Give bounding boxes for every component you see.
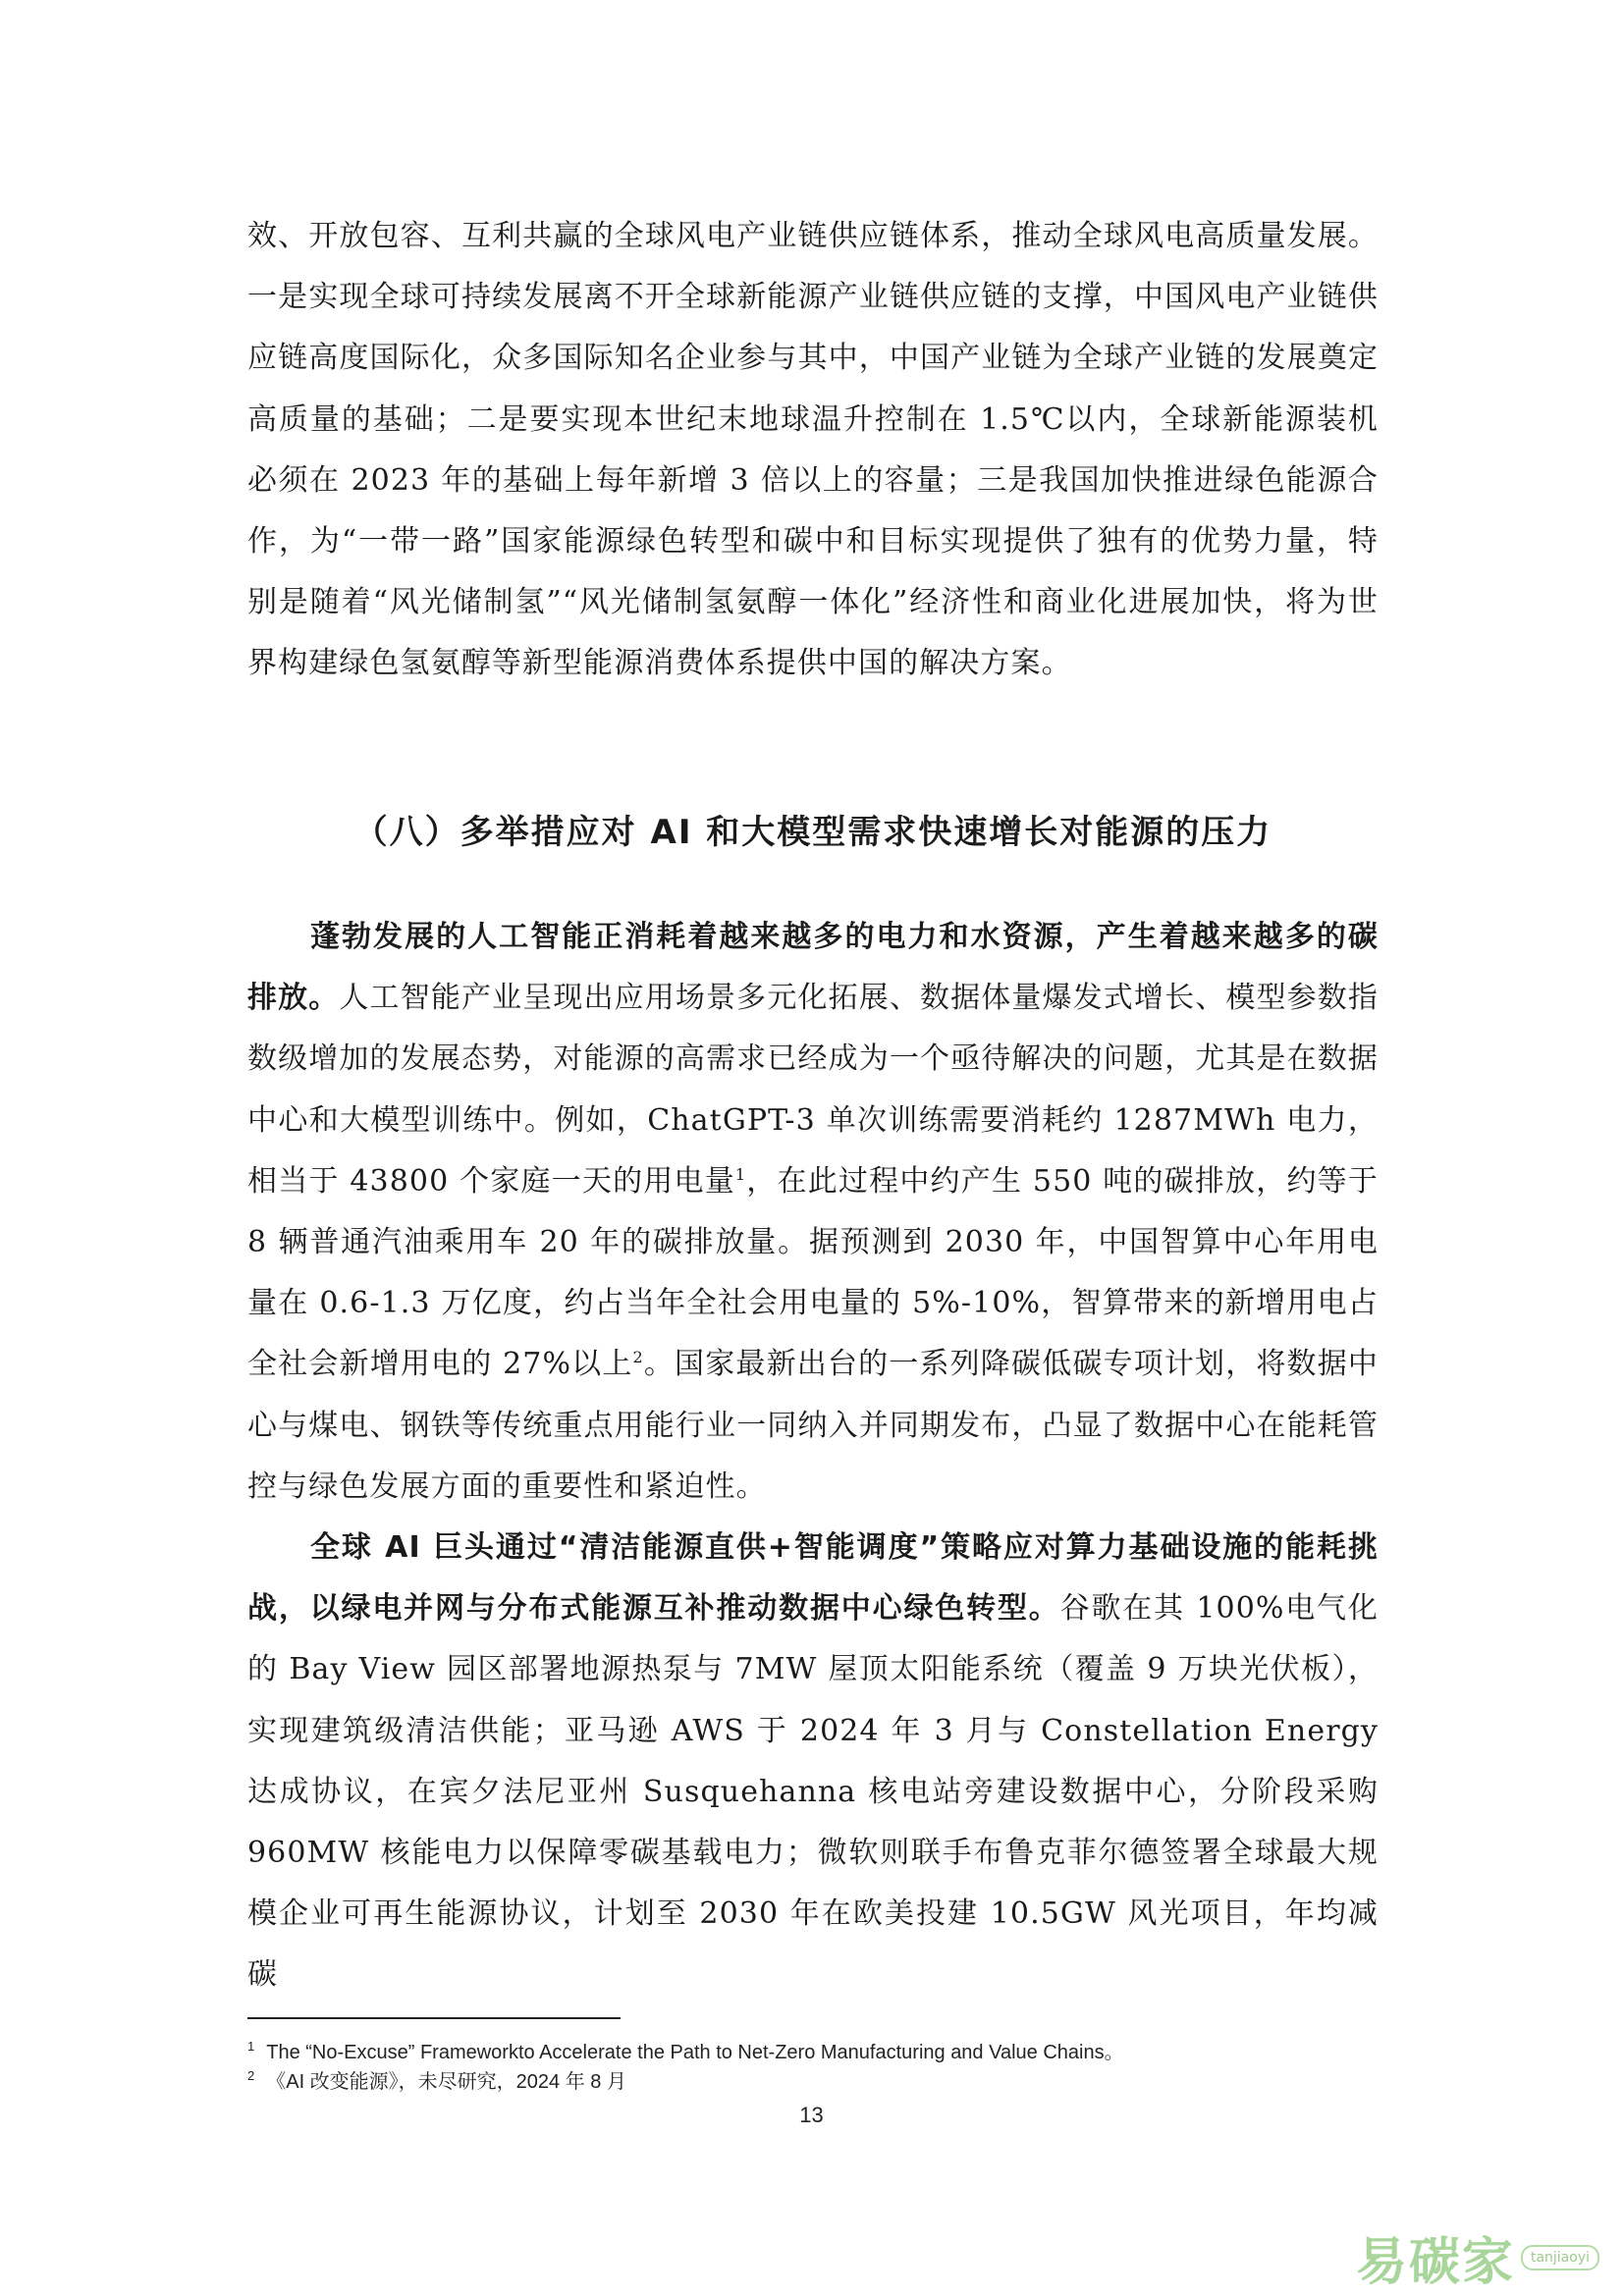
paragraph-3-text: 谷歌在其 100%电气化的 Bay View 园区部署地源热泵与 7MW 屋顶太阳能系统（覆盖 9 万块光伏板），实现建筑级清洁供能；亚马逊 AWS 于 2024 年 3 月与 Constellation Energy 达成协议，在宾夕法尼亚州 Susquehanna 核电站旁建设数据中心，分阶段采购 960MW 核能电力以保障零碳基载电力；微软则联手布鲁克菲尔德签署全球最大规模企业可再生能源协议，计划至 2030 年在欧美投建 10.5GW 风光项目，年均减碳	[247, 1591, 1379, 1993]
footnote-ref-2[interactable]: 2	[632, 1348, 644, 1367]
watermark-logo-text: 易碳家	[1355, 2233, 1515, 2292]
footnote-2	[247, 2067, 1377, 2097]
footnote-1	[247, 2038, 1377, 2067]
watermark-logo	[1356, 2220, 1599, 2294]
footnote-2-mark: 2	[247, 2068, 255, 2084]
paragraph-3-lead: 全球 AI 巨头通过“清洁能源直供+智能调度”策略应对算力基础设施的能耗挑战，以绿电并网与分布式能源互补推动数据中心绿色转型。	[247, 1530, 1379, 1627]
footnote-divider	[247, 2017, 621, 2019]
paragraph-2-text-b: ，在此过程中约产生 550 吨的碳排放，约等于 8 辆普通汽油乘用车 20 年的碳排放量。据预测到 2030 年，中国智算中心年用电量在 0.6-1.3 万亿度，约占当年全社会用电量的 5%-10%，智算带来的新增用电占全社会新增用电的 27%以上	[247, 1163, 1379, 1382]
paragraph-2-text-c: 。国家最新出台的一系列降碳低碳专项计划，将数据中心与煤电、钢铁等传统重点用能行业一同纳入并同期发布，凸显了数据中心在能耗管控与绿色发展方面的重要性和紧迫性。	[247, 1347, 1379, 1504]
page-number: 13	[799, 2103, 824, 2127]
footnotes	[247, 2038, 1377, 2097]
paragraph-2	[247, 907, 1379, 1518]
paragraph-continuation	[247, 206, 1379, 695]
watermark-logo-domain: tanjiaoyi	[1521, 2245, 1599, 2270]
footnote-ref-1[interactable]: 1	[734, 1164, 747, 1184]
paragraph-2-lead: 蓬勃发展的人工智能正消耗着越来越多的电力和水资源，产生着越来越多的碳排放。	[247, 920, 1379, 1016]
footnote-1-mark: 1	[247, 2039, 255, 2055]
footnote-2-text: 《AI 改变能源》，未尽研究，2024 年 8 月	[266, 2071, 626, 2093]
section-heading: （八）多举措应对 AI 和大模型需求快速增长对能源的压力	[353, 813, 1272, 852]
paragraph-2-text-a: 人工智能产业呈现出应用场景多元化拓展、数据体量爆发式增长、模型参数指数级增加的发展态势，对能源的高需求已经成为一个亟待解决的问题，尤其是在数据中心和大模型训练中。例如，ChatGPT-3 单次训练需要消耗约 1287MWh 电力，相当于 43800 个家庭一天的用电量	[247, 981, 1379, 1199]
section-body	[247, 907, 1379, 2006]
footnote-1-text: The “No-Excuse” Frameworkto Accelerate the Path to Net-Zero Manufacturing and Value Chains。	[266, 2042, 1124, 2063]
paragraph-3	[247, 1518, 1379, 2006]
paragraph-1: 效、开放包容、互利共赢的全球风电产业链供应链体系，推动全球风电高质量发展。一是实现全球可持续发展离不开全球新能源产业链供应链的支撑，中国风电产业链供应链高度国际化，众多国际知名企业参与其中，中国产业链为全球产业链的发展奠定高质量的基础；二是要实现本世纪末地球温升控制在 1.5℃以内，全球新能源装机必须在 2023 年的基础上每年新增 3 倍以上的容量；三是我国加快推进绿色能源合作，为“一带一路”国家能源绿色转型和碳中和目标实现提供了独有的优势力量，特别是随着“风光储制氢”“风光储制氢氨醇一体化”经济性和商业化进展加快，将为世界构建绿色氢氨醇等新型能源消费体系提供中国的解决方案。	[247, 219, 1379, 681]
